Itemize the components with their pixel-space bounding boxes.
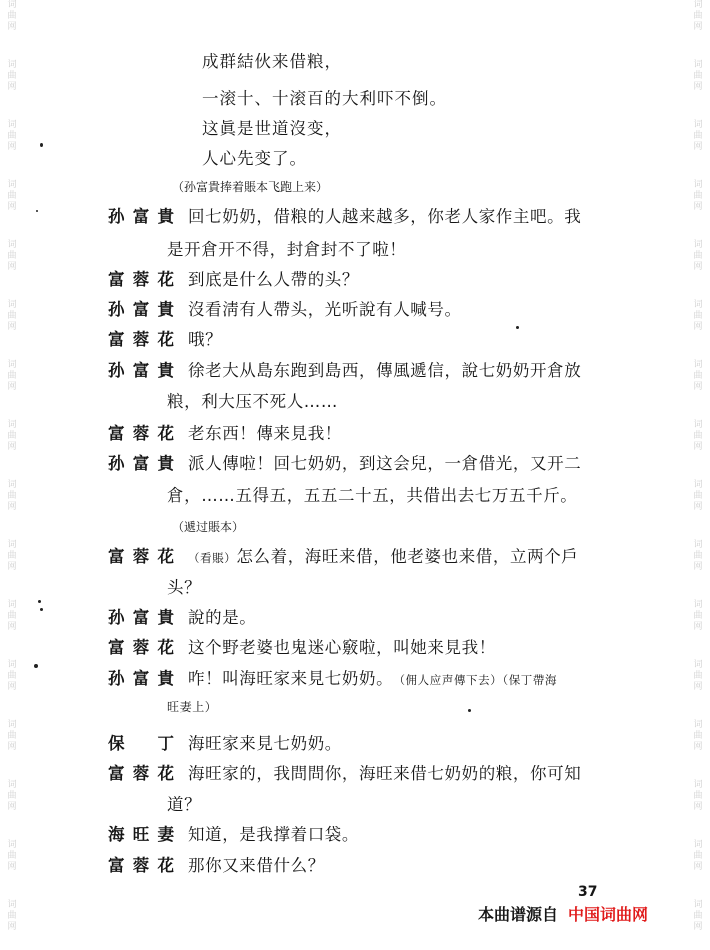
dialogue-line: [108, 357, 581, 383]
watermark-glyph: 词: [7, 420, 17, 430]
verse-line: 这眞是世道沒变，: [202, 119, 342, 138]
dialogue-text: 那你又来借什么？: [188, 856, 325, 875]
watermark-gap: [690, 693, 706, 720]
watermark-glyph: 网: [7, 82, 17, 92]
watermark-gap: [4, 693, 20, 720]
dialogue-line: [108, 730, 342, 756]
watermark-glyph: 词: [7, 840, 17, 850]
speaker: 孙 富 貴: [108, 608, 174, 627]
dialogue-text: 老东西！傳来見我！: [188, 424, 342, 443]
dialogue-continuation: 头？: [167, 578, 202, 597]
watermark-glyph: 词: [7, 540, 17, 550]
dialogue-line: [108, 296, 462, 322]
stage-direction-inline: （看賬）: [188, 551, 237, 565]
speaker: 富 蓉 花: [108, 856, 174, 875]
dialogue-line: [108, 665, 557, 691]
watermark-gap: [690, 213, 706, 240]
watermark-glyph: 曲: [7, 431, 17, 441]
watermark-gap: [690, 873, 706, 900]
watermark-glyph: 网: [693, 442, 703, 452]
watermark-glyph: 网: [693, 802, 703, 812]
source-credit: [478, 902, 648, 925]
dialogue-text: （看賬）怎么着，海旺来借，他老婆也来借，立两个戶: [188, 547, 579, 566]
watermark-gap: [690, 273, 706, 300]
watermark-gap: [4, 213, 20, 240]
dialogue-text: 海旺家来見七奶奶。: [188, 734, 342, 753]
watermark-glyph: 网: [693, 562, 703, 572]
watermark-gap: [4, 753, 20, 780]
speaker: 孙 富 貴: [108, 361, 174, 380]
speaker: 海 旺 妻: [108, 825, 174, 844]
watermark-glyph: 曲: [7, 791, 17, 801]
watermark-gap: [690, 453, 706, 480]
watermark-glyph: 曲: [7, 11, 17, 21]
watermark-glyph: 词: [693, 780, 703, 790]
watermark-glyph: 词: [7, 360, 17, 370]
dialogue-text: 知道，是我撑着口袋。: [188, 825, 359, 844]
dialogue-text: 徐老大从島东跑到島西，傳風遞信，說七奶奶开倉放: [188, 361, 582, 380]
speaker: 孙 富 貴: [108, 669, 174, 688]
watermark-glyph: 词: [7, 780, 17, 790]
watermark-glyph: 词: [7, 0, 17, 10]
watermark-glyph: 网: [7, 502, 17, 512]
watermark-glyph: 网: [693, 382, 703, 392]
watermark-glyph: 词: [693, 720, 703, 730]
dialogue-line: [108, 634, 496, 660]
watermark-glyph: 曲: [693, 671, 703, 681]
watermark-glyph: 网: [693, 142, 703, 152]
right-watermark-strip: [690, 0, 706, 950]
watermark-glyph: 网: [7, 622, 17, 632]
watermark-glyph: 曲: [693, 11, 703, 21]
watermark-glyph: 词: [693, 480, 703, 490]
watermark-glyph: 词: [7, 120, 17, 130]
watermark-glyph: 词: [693, 60, 703, 70]
watermark-glyph: 曲: [693, 71, 703, 81]
watermark-glyph: 曲: [7, 911, 17, 921]
watermark-glyph: 曲: [7, 191, 17, 201]
watermark-glyph: 网: [7, 802, 17, 812]
watermark-glyph: 网: [7, 742, 17, 752]
watermark-gap: [4, 513, 20, 540]
speaker: 孙 富 貴: [108, 207, 174, 226]
watermark-gap: [4, 453, 20, 480]
watermark-gap: [4, 573, 20, 600]
dialogue-line: [108, 604, 256, 630]
dialogue-text: 这个野老婆也鬼迷心竅啦，叫她来見我！: [188, 638, 496, 657]
watermark-glyph: 曲: [693, 731, 703, 741]
watermark-glyph: 曲: [7, 611, 17, 621]
watermark-glyph: 词: [693, 240, 703, 250]
speaker: 孙 富 貴: [108, 454, 174, 473]
watermark-glyph: 词: [693, 600, 703, 610]
speaker: 富 蓉 花: [108, 424, 174, 443]
dialogue-text: 咋！叫海旺家来見七奶奶。 （佣人应声傳下去）（保丁帶海: [188, 669, 558, 688]
watermark-glyph: 网: [7, 202, 17, 212]
dialogue-text: 哦？: [188, 330, 223, 349]
watermark-glyph: 词: [7, 60, 17, 70]
watermark-gap: [4, 333, 20, 360]
dialogue-text: 說的是。: [188, 608, 257, 627]
watermark-gap: [690, 153, 706, 180]
watermark-glyph: 网: [693, 202, 703, 212]
watermark-gap: [690, 813, 706, 840]
watermark-glyph: 曲: [693, 491, 703, 501]
watermark-glyph: 网: [693, 862, 703, 872]
stage-direction: （孙富貴捧着賬本飞跑上来）: [172, 180, 329, 194]
watermark-glyph: 曲: [7, 131, 17, 141]
watermark-gap: [690, 333, 706, 360]
watermark-gap: [690, 933, 706, 950]
dialogue-text: 派人傳啦！回七奶奶，到这会兒，一倉借光，又开二: [188, 454, 582, 473]
watermark-gap: [4, 33, 20, 60]
dialogue-line: [108, 326, 222, 352]
watermark-glyph: 曲: [7, 731, 17, 741]
watermark-glyph: 曲: [7, 371, 17, 381]
watermark-glyph: 词: [693, 360, 703, 370]
dialogue-text: 沒看淸有人帶头，光听說有人喊号。: [188, 300, 462, 319]
dialogue-line: [108, 852, 325, 878]
stage-direction: （遞过賬本）: [172, 520, 245, 534]
watermark-glyph: 网: [7, 382, 17, 392]
watermark-glyph: 词: [7, 660, 17, 670]
watermark-glyph: 曲: [693, 611, 703, 621]
watermark-gap: [690, 513, 706, 540]
watermark-glyph: 词: [693, 840, 703, 850]
watermark-glyph: 词: [7, 900, 17, 910]
watermark-gap: [4, 273, 20, 300]
watermark-glyph: 网: [7, 322, 17, 332]
dialogue-continuation: 是开倉开不得，封倉封不了啦！: [167, 240, 407, 259]
watermark-glyph: 网: [7, 862, 17, 872]
watermark-glyph: 网: [693, 322, 703, 332]
watermark-gap: [690, 573, 706, 600]
dialogue-continuation: 倉，……五得五，五五二十五，共借出去七万五千斤。: [167, 486, 578, 505]
stage-direction-inline: （佣人应声傳下去）（保丁帶海: [399, 673, 558, 687]
watermark-gap: [690, 393, 706, 420]
watermark-glyph: 词: [7, 300, 17, 310]
watermark-glyph: 网: [693, 262, 703, 272]
source-label: 本曲谱源自: [478, 905, 559, 924]
watermark-glyph: 曲: [693, 251, 703, 261]
watermark-glyph: 词: [7, 480, 17, 490]
watermark-glyph: 曲: [7, 551, 17, 561]
dialogue-line: [108, 420, 342, 446]
speaker: 富 蓉 花: [108, 270, 174, 289]
speaker: 孙 富 貴: [108, 300, 174, 319]
watermark-glyph: 词: [7, 180, 17, 190]
watermark-glyph: 词: [693, 420, 703, 430]
dialogue-text: 海旺家的，我問問你，海旺来借七奶奶的粮，你可知: [188, 764, 582, 783]
watermark-glyph: 曲: [693, 131, 703, 141]
watermark-glyph: 网: [693, 82, 703, 92]
watermark-glyph: 曲: [693, 371, 703, 381]
dialogue-line: [108, 450, 581, 476]
watermark-glyph: 词: [7, 720, 17, 730]
scan-speck: [40, 143, 43, 147]
watermark-glyph: 网: [7, 142, 17, 152]
watermark-glyph: 网: [693, 622, 703, 632]
watermark-glyph: 曲: [7, 491, 17, 501]
watermark-glyph: 曲: [693, 431, 703, 441]
verse-line: 一滚十、十滚百的大利吓不倒。: [202, 89, 447, 108]
speaker: 富 蓉 花: [108, 330, 174, 349]
dialogue-line: [108, 203, 581, 229]
watermark-gap: [690, 93, 706, 120]
dialogue-continuation: 粮，利大压不死人……: [167, 392, 338, 411]
scan-speck: [516, 326, 519, 329]
watermark-glyph: 网: [7, 682, 17, 692]
watermark-glyph: 词: [693, 180, 703, 190]
watermark-glyph: 词: [693, 0, 703, 10]
watermark-gap: [4, 153, 20, 180]
watermark-glyph: 词: [693, 300, 703, 310]
scan-speck: [468, 709, 471, 712]
watermark-glyph: 网: [693, 502, 703, 512]
scan-speck: [38, 600, 41, 603]
watermark-glyph: 曲: [7, 71, 17, 81]
watermark-glyph: 曲: [693, 911, 703, 921]
source-site-link[interactable]: 中国词曲网: [568, 905, 649, 924]
watermark-gap: [4, 93, 20, 120]
verse-line: 人心先变了。: [202, 149, 307, 168]
watermark-glyph: 曲: [7, 251, 17, 261]
watermark-glyph: 网: [693, 682, 703, 692]
watermark-glyph: 网: [7, 922, 17, 932]
watermark-glyph: 曲: [693, 311, 703, 321]
watermark-gap: [4, 873, 20, 900]
scan-speck: [40, 608, 43, 611]
dialogue-line: [108, 821, 359, 847]
speaker: 富 蓉 花: [108, 638, 174, 657]
watermark-glyph: 网: [7, 562, 17, 572]
scan-speck: [36, 210, 38, 212]
watermark-glyph: 曲: [693, 851, 703, 861]
watermark-glyph: 词: [693, 660, 703, 670]
speaker: 富 蓉 花: [108, 764, 174, 783]
dialogue-text: 回七奶奶，借粮的人越来越多，你老人家作主吧。我: [188, 207, 582, 226]
watermark-gap: [4, 633, 20, 660]
page-number: 37: [578, 884, 598, 900]
watermark-glyph: 词: [7, 240, 17, 250]
watermark-glyph: 曲: [693, 191, 703, 201]
watermark-glyph: 网: [7, 442, 17, 452]
speaker: 富 蓉 花: [108, 547, 174, 566]
watermark-glyph: 词: [693, 900, 703, 910]
watermark-gap: [690, 633, 706, 660]
watermark-gap: [4, 393, 20, 420]
watermark-glyph: 曲: [693, 791, 703, 801]
stage-direction-continuation: 旺妻上）: [167, 700, 218, 714]
watermark-gap: [690, 753, 706, 780]
watermark-gap: [4, 813, 20, 840]
watermark-glyph: 曲: [7, 851, 17, 861]
watermark-glyph: 曲: [7, 671, 17, 681]
watermark-glyph: 网: [693, 922, 703, 932]
dialogue-continuation: 道？: [167, 795, 202, 814]
watermark-glyph: 词: [693, 540, 703, 550]
watermark-glyph: 网: [693, 22, 703, 32]
scan-speck: [34, 664, 38, 668]
watermark-glyph: 词: [693, 120, 703, 130]
watermark-glyph: 网: [7, 262, 17, 272]
watermark-glyph: 词: [7, 600, 17, 610]
dialogue-line: [108, 266, 359, 292]
watermark-gap: [690, 33, 706, 60]
dialogue-line: [108, 543, 578, 569]
verse-line: 成群結伙来借粮，: [202, 52, 342, 71]
watermark-glyph: 曲: [693, 551, 703, 561]
left-watermark-strip: [4, 0, 20, 950]
dialogue-line: [108, 760, 581, 786]
watermark-glyph: 网: [693, 742, 703, 752]
watermark-gap: [4, 933, 20, 950]
dialogue-text: 到底是什么人帶的头？: [188, 270, 359, 289]
speaker: 保 丁: [108, 734, 174, 753]
watermark-glyph: 曲: [7, 311, 17, 321]
watermark-glyph: 网: [7, 22, 17, 32]
